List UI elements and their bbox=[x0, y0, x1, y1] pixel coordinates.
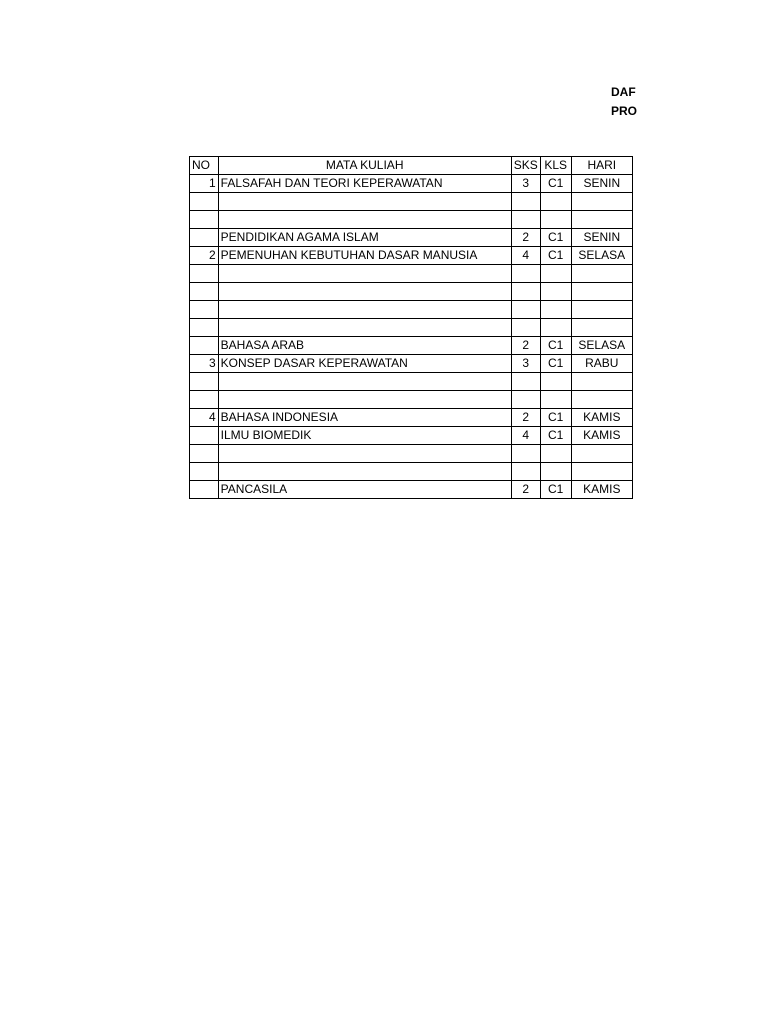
table-row bbox=[190, 283, 633, 301]
cell-kls bbox=[540, 283, 571, 301]
cell-sks bbox=[511, 265, 540, 283]
table-row bbox=[190, 391, 633, 409]
cell-kls: C1 bbox=[540, 247, 571, 265]
table-row bbox=[190, 409, 633, 427]
cell-no bbox=[190, 283, 219, 301]
cell-kls: C1 bbox=[540, 481, 571, 499]
cell-hari: SELASA bbox=[571, 337, 632, 355]
cell-no: 3 bbox=[190, 355, 219, 373]
cell-hari bbox=[571, 211, 632, 229]
document-title-line-2: PRO bbox=[611, 104, 638, 118]
table-row bbox=[190, 427, 633, 445]
cell-mata-kuliah bbox=[218, 391, 511, 409]
cell-mata-kuliah bbox=[218, 265, 511, 283]
cell-no bbox=[190, 337, 219, 355]
cell-sks: 4 bbox=[511, 247, 540, 265]
cell-sks bbox=[511, 463, 540, 481]
cell-mata-kuliah: FALSAFAH DAN TEORI KEPERAWATAN bbox=[218, 175, 511, 193]
cell-no bbox=[190, 229, 219, 247]
cell-mata-kuliah: BAHASA ARAB bbox=[218, 337, 511, 355]
cell-kls bbox=[540, 193, 571, 211]
cell-mata-kuliah: KONSEP DASAR KEPERAWATAN bbox=[218, 355, 511, 373]
table-row bbox=[190, 319, 633, 337]
table-row bbox=[190, 211, 633, 229]
cell-hari: RABU bbox=[571, 355, 632, 373]
cell-kls: C1 bbox=[540, 337, 571, 355]
cell-sks: 2 bbox=[511, 409, 540, 427]
cell-no bbox=[190, 463, 219, 481]
header-kls: KLS bbox=[540, 157, 571, 175]
cell-kls: C1 bbox=[540, 427, 571, 445]
schedule-table bbox=[189, 156, 633, 499]
cell-kls bbox=[540, 265, 571, 283]
cell-hari bbox=[571, 391, 632, 409]
cell-no bbox=[190, 445, 219, 463]
header-row bbox=[190, 157, 633, 175]
cell-hari bbox=[571, 193, 632, 211]
cell-kls bbox=[540, 373, 571, 391]
cell-mata-kuliah: BAHASA INDONESIA bbox=[218, 409, 511, 427]
table-row bbox=[190, 301, 633, 319]
cell-no bbox=[190, 391, 219, 409]
cell-hari bbox=[571, 265, 632, 283]
header-no: NO bbox=[190, 157, 219, 175]
cell-kls: C1 bbox=[540, 229, 571, 247]
table-row bbox=[190, 355, 633, 373]
cell-hari bbox=[571, 373, 632, 391]
cell-mata-kuliah bbox=[218, 319, 511, 337]
schedule-body bbox=[190, 175, 633, 499]
cell-no bbox=[190, 265, 219, 283]
cell-mata-kuliah: PEMENUHAN KEBUTUHAN DASAR MANUSIA bbox=[218, 247, 511, 265]
cell-no: 1 bbox=[190, 175, 219, 193]
cell-hari bbox=[571, 463, 632, 481]
cell-hari: SELASA bbox=[571, 247, 632, 265]
cell-sks bbox=[511, 211, 540, 229]
table-row bbox=[190, 481, 633, 499]
cell-kls bbox=[540, 301, 571, 319]
cell-hari: SENIN bbox=[571, 229, 632, 247]
table-row bbox=[190, 229, 633, 247]
table-row bbox=[190, 193, 633, 211]
cell-mata-kuliah bbox=[218, 283, 511, 301]
cell-no bbox=[190, 319, 219, 337]
table-row bbox=[190, 175, 633, 193]
table-row bbox=[190, 445, 633, 463]
cell-hari: KAMIS bbox=[571, 481, 632, 499]
cell-no bbox=[190, 193, 219, 211]
cell-hari bbox=[571, 283, 632, 301]
cell-sks: 3 bbox=[511, 175, 540, 193]
cell-mata-kuliah: PENDIDIKAN AGAMA ISLAM bbox=[218, 229, 511, 247]
cell-sks: 2 bbox=[511, 337, 540, 355]
cell-hari bbox=[571, 445, 632, 463]
cell-hari bbox=[571, 301, 632, 319]
cell-hari: KAMIS bbox=[571, 427, 632, 445]
cell-mata-kuliah: ILMU BIOMEDIK bbox=[218, 427, 511, 445]
table-row bbox=[190, 373, 633, 391]
cell-mata-kuliah bbox=[218, 301, 511, 319]
cell-no bbox=[190, 373, 219, 391]
cell-sks bbox=[511, 373, 540, 391]
cell-sks bbox=[511, 445, 540, 463]
cell-sks bbox=[511, 193, 540, 211]
table-row bbox=[190, 265, 633, 283]
header-mata-kuliah: MATA KULIAH bbox=[218, 157, 511, 175]
cell-mata-kuliah bbox=[218, 463, 511, 481]
cell-no bbox=[190, 427, 219, 445]
document-title-line-1: DAF bbox=[611, 85, 636, 99]
cell-mata-kuliah bbox=[218, 445, 511, 463]
cell-hari: KAMIS bbox=[571, 409, 632, 427]
cell-mata-kuliah: PANCASILA bbox=[218, 481, 511, 499]
cell-kls: C1 bbox=[540, 355, 571, 373]
cell-no bbox=[190, 211, 219, 229]
cell-kls: C1 bbox=[540, 175, 571, 193]
cell-kls bbox=[540, 319, 571, 337]
cell-mata-kuliah bbox=[218, 193, 511, 211]
cell-no: 4 bbox=[190, 409, 219, 427]
cell-kls bbox=[540, 463, 571, 481]
cell-mata-kuliah bbox=[218, 373, 511, 391]
table-row bbox=[190, 463, 633, 481]
cell-no: 2 bbox=[190, 247, 219, 265]
cell-sks bbox=[511, 283, 540, 301]
cell-kls bbox=[540, 391, 571, 409]
cell-kls: C1 bbox=[540, 409, 571, 427]
cell-sks bbox=[511, 391, 540, 409]
cell-sks bbox=[511, 301, 540, 319]
cell-no bbox=[190, 481, 219, 499]
header-hari: HARI bbox=[571, 157, 632, 175]
cell-kls bbox=[540, 211, 571, 229]
cell-kls bbox=[540, 445, 571, 463]
cell-mata-kuliah bbox=[218, 211, 511, 229]
header-sks: SKS bbox=[511, 157, 540, 175]
cell-sks: 3 bbox=[511, 355, 540, 373]
table-row bbox=[190, 247, 633, 265]
cell-sks: 2 bbox=[511, 229, 540, 247]
cell-hari bbox=[571, 319, 632, 337]
cell-sks bbox=[511, 319, 540, 337]
cell-sks: 2 bbox=[511, 481, 540, 499]
cell-no bbox=[190, 301, 219, 319]
cell-hari: SENIN bbox=[571, 175, 632, 193]
cell-sks: 4 bbox=[511, 427, 540, 445]
table-row bbox=[190, 337, 633, 355]
